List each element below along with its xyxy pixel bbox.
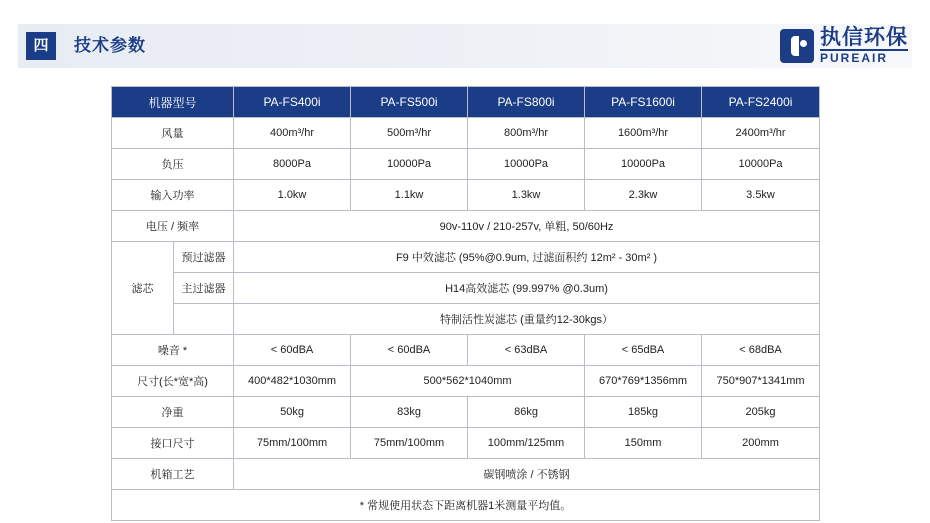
table-footnote: * 常规使用状态下距离机器1米测量平均值。 [112, 490, 820, 521]
column-header-fs2400i: PA-FS2400i [702, 87, 820, 118]
cell-port-fs2400i: 200mm [702, 428, 820, 459]
spec-table-wrap [111, 86, 819, 521]
cell-pressure-fs500i: 10000Pa [351, 149, 468, 180]
cell-pressure-fs1600i: 10000Pa [585, 149, 702, 180]
table-row [112, 149, 820, 180]
row-label-pre-filter: 预过滤器 [174, 242, 234, 273]
cell-port-fs500i: 75mm/100mm [351, 428, 468, 459]
brand-logo [780, 26, 908, 66]
cell-dimensions-fs2400i: 750*907*1341mm [702, 366, 820, 397]
row-label-net-weight: 净重 [112, 397, 234, 428]
cell-voltage-frequency: 90v-110v / 210-257v, 单粗, 50/60Hz [234, 211, 820, 242]
cell-weight-fs400i: 50kg [234, 397, 351, 428]
row-label-cabinet-process: 机箱工艺 [112, 459, 234, 490]
spec-table [111, 86, 820, 521]
cell-noise-fs400i: < 60dBA [234, 335, 351, 366]
logo-name-cn: 执信环保 [820, 26, 908, 49]
row-label-port-size: 接口尺寸 [112, 428, 234, 459]
cell-main-filter: H14高效滤芯 (99.997% @0.3um) [234, 273, 820, 304]
row-label-dimensions: 尺寸(长*宽*高) [112, 366, 234, 397]
cell-port-fs800i: 100mm/125mm [468, 428, 585, 459]
row-label-filter-group: 滤芯 [112, 242, 174, 335]
cell-weight-fs1600i: 185kg [585, 397, 702, 428]
table-row [112, 397, 820, 428]
section-number: 四 [26, 32, 56, 60]
table-row [112, 335, 820, 366]
logo-text [820, 27, 908, 65]
cell-airflow-fs500i: 500m³/hr [351, 118, 468, 149]
cell-noise-fs800i: < 63dBA [468, 335, 585, 366]
row-label-carbon-filter [174, 304, 234, 335]
row-label-negative-pressure: 负压 [112, 149, 234, 180]
column-header-fs500i: PA-FS500i [351, 87, 468, 118]
table-row [112, 211, 820, 242]
row-label-airflow: 风量 [112, 118, 234, 149]
cell-weight-fs2400i: 205kg [702, 397, 820, 428]
table-row [112, 428, 820, 459]
table-row [112, 242, 820, 273]
cell-cabinet-process: 碳钢喷涂 / 不锈钢 [234, 459, 820, 490]
row-label-main-filter: 主过滤器 [174, 273, 234, 304]
cell-airflow-fs2400i: 2400m³/hr [702, 118, 820, 149]
cell-noise-fs2400i: < 68dBA [702, 335, 820, 366]
cell-noise-fs1600i: < 65dBA [585, 335, 702, 366]
cell-pressure-fs400i: 8000Pa [234, 149, 351, 180]
cell-power-fs2400i: 3.5kw [702, 180, 820, 211]
header-bar [18, 24, 912, 68]
cell-port-fs1600i: 150mm [585, 428, 702, 459]
cell-noise-fs500i: < 60dBA [351, 335, 468, 366]
cell-pressure-fs800i: 10000Pa [468, 149, 585, 180]
logo-name-en: PUREAIR [820, 49, 908, 65]
table-header-row [112, 87, 820, 118]
cell-pre-filter: F9 中效滤芯 (95%@0.9um, 过滤面积约 12m² - 30m² ) [234, 242, 820, 273]
cell-power-fs400i: 1.0kw [234, 180, 351, 211]
cell-pressure-fs2400i: 10000Pa [702, 149, 820, 180]
table-row [112, 118, 820, 149]
column-header-model: 机器型号 [112, 87, 234, 118]
table-row [112, 304, 820, 335]
page-title: 技术参数 [74, 36, 146, 55]
column-header-fs1600i: PA-FS1600i [585, 87, 702, 118]
cell-airflow-fs1600i: 1600m³/hr [585, 118, 702, 149]
cell-dimensions-fs400i: 400*482*1030mm [234, 366, 351, 397]
cell-airflow-fs400i: 400m³/hr [234, 118, 351, 149]
row-label-noise: 噪音 * [112, 335, 234, 366]
table-row [112, 366, 820, 397]
cell-port-fs400i: 75mm/100mm [234, 428, 351, 459]
table-footnote-row [112, 490, 820, 521]
table-row [112, 180, 820, 211]
cell-dimensions-fs500i-fs800i: 500*562*1040mm [351, 366, 585, 397]
column-header-fs800i: PA-FS800i [468, 87, 585, 118]
cell-power-fs800i: 1.3kw [468, 180, 585, 211]
cell-power-fs1600i: 2.3kw [585, 180, 702, 211]
table-row [112, 273, 820, 304]
cell-weight-fs500i: 83kg [351, 397, 468, 428]
row-label-input-power: 输入功率 [112, 180, 234, 211]
table-row [112, 459, 820, 490]
pureair-logo-icon [780, 29, 814, 63]
cell-power-fs500i: 1.1kw [351, 180, 468, 211]
cell-weight-fs800i: 86kg [468, 397, 585, 428]
cell-dimensions-fs1600i: 670*769*1356mm [585, 366, 702, 397]
cell-carbon-filter: 特制活性炭滤芯 (重量约12-30kgs） [234, 304, 820, 335]
column-header-fs400i: PA-FS400i [234, 87, 351, 118]
row-label-voltage-frequency: 电压 / 频率 [112, 211, 234, 242]
cell-airflow-fs800i: 800m³/hr [468, 118, 585, 149]
